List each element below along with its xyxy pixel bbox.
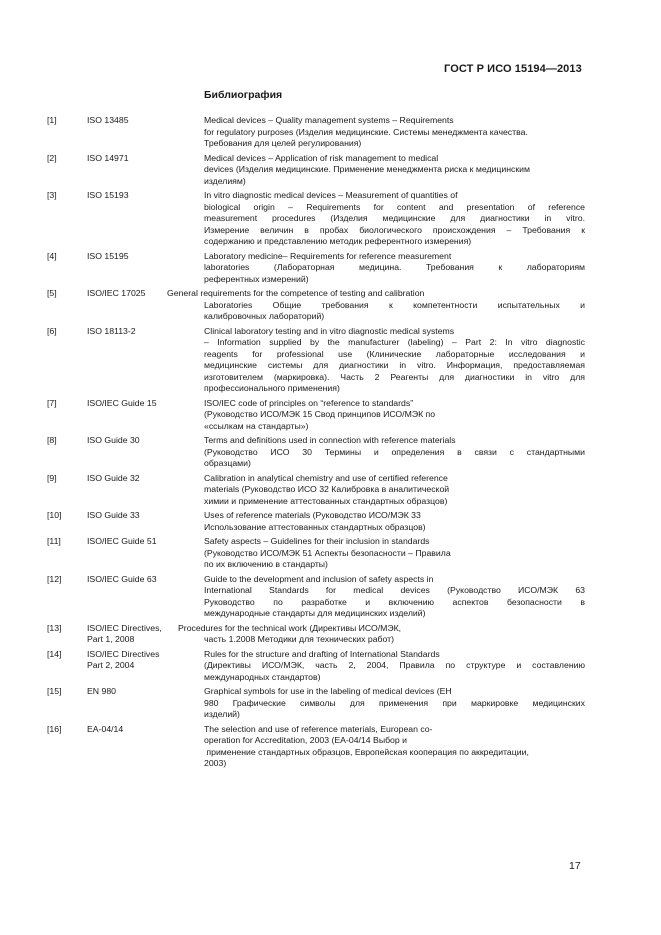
entry-number: [7] [47, 397, 57, 408]
entry-line: Clinical laboratory testing and in vitro diagnostic medical systems [204, 325, 455, 336]
entry-code: ISO 15193 [87, 190, 129, 200]
entry-code: ISO Guide 32 [87, 472, 140, 483]
entry-line: профессионального применения) [204, 383, 340, 393]
bibliography-entry [47, 435, 585, 470]
bibliography-entry [47, 251, 585, 286]
entry-line: Rules for the structure and drafting of International Standards [204, 648, 440, 659]
entry-line: Safety aspects – Guidelines for their inclusion in standards [204, 536, 430, 546]
entry-number: [10] [47, 510, 62, 520]
entry-line: применение стандартных образцов, Европейская кооперация по аккредитации, [204, 746, 529, 757]
entry-line: химии и применение аттестованных стандартных образцов) [204, 495, 448, 506]
entry-line: изделиям) [204, 175, 246, 186]
entry-line: In vitro diagnostic medical devices – Measurement of quantities of [204, 190, 458, 200]
entry-line: содержанию и представлению методик референтного измерения) [204, 236, 472, 246]
entry-number: [5] [47, 288, 57, 298]
entry-line: General requirements for the competence of testing and calibration [167, 288, 425, 298]
entry-number: [15] [47, 686, 62, 696]
entry-line: (Руководство ИСО/МЭК 51 Аспекты безопасности – Правила [204, 547, 451, 558]
entry-number: [6] [47, 325, 57, 336]
entry-line: референтных измерений) [204, 273, 309, 284]
entry-code: ISO Guide 30 [87, 435, 140, 445]
entry-number: [13] [47, 622, 62, 633]
entry-line: международные стандарты для медицинских изделий) [204, 608, 426, 618]
entry-line: по их включению в стандарты) [204, 559, 328, 569]
entry-number: [4] [47, 250, 57, 261]
entry-line: Требования для целей регулирования) [204, 138, 362, 148]
entry-code: EA-04/14 [87, 723, 124, 734]
entry-line: laboratories (Лабораторная медицина. Требования к лабораториям [204, 262, 585, 272]
entry-line: biological origin – Requirements for content and presentation of reference [204, 201, 585, 212]
entry-line: Guide to the development and inclusion of safety aspects in [204, 573, 434, 584]
bibliography-entry [47, 473, 585, 508]
entry-code: EN 980 [87, 686, 116, 696]
bibliography-entry [47, 623, 585, 646]
entry-line: Graphical symbols for use in the labeling of medical devices (ЕН [204, 686, 452, 696]
entry-line: operation for Accreditation, 2003 (EA-04/14 Выбор и [204, 735, 407, 745]
entry-line: reagents for professional use (Клинические лабораторные исследования и [204, 348, 585, 359]
bibliography-entry [47, 190, 585, 248]
entry-line: Uses of reference materials (Руководство ИСО/МЭК 33 [204, 510, 421, 520]
bibliography-entry [47, 326, 585, 395]
entry-line: materials (Руководство ИСО 32 Калибровка в аналитической [204, 484, 450, 494]
entry-line: Terms and definitions used in connection with reference materials [204, 435, 456, 445]
entry-line: «ссылкам на стандарты») [204, 420, 309, 431]
entry-line: Laboratory medicine– Requirements for reference measurement [204, 250, 452, 261]
entry-number: [14] [47, 648, 62, 659]
entry-line: изготовителем (маркировка). Часть 2 Реагенты для диагностики in vitro для [204, 371, 585, 382]
bibliography-entry [47, 536, 585, 571]
bibliography-list [47, 115, 585, 773]
entry-code: ISO/IEC 17025 [87, 288, 146, 298]
entry-line: devices (Изделия медицинские. Применение менеджмента риска к медицинским [204, 164, 530, 174]
page-number: 17 [569, 860, 581, 872]
entry-code-part: Part 1, 2008 [87, 634, 135, 644]
entry-line: 980 Графические символы для применения при маркировке медицинских [204, 697, 585, 708]
bibliography-entry [47, 288, 585, 323]
entry-line: Calibration in analytical chemistry and use of certified reference [204, 472, 448, 483]
entry-line: – Information supplied by the manufacturer (labeling) – Part 2: In vitro diagnostic [204, 337, 585, 347]
entry-line: ISO/IEC code of principles on “reference to standards” [204, 397, 414, 408]
entry-code: ISO/IEC Guide 51 [87, 536, 157, 546]
entry-code: ISO/IEC Directives [87, 648, 160, 659]
entry-line: (Руководство ИСО/МЭК 15 Свод принципов ИСО/МЭК по [204, 409, 436, 419]
entry-code: ISO/IEC Directives, [87, 622, 162, 633]
entry-code: ISO 14971 [87, 152, 129, 163]
bibliography-entry [47, 574, 585, 620]
entry-code-part: Part 2, 2004 [87, 660, 135, 670]
entry-line: The selection and use of reference materials, European co- [204, 723, 433, 734]
entry-number: [9] [47, 472, 57, 483]
entry-line: изделий) [204, 709, 240, 719]
section-title: Библиография [204, 89, 283, 101]
entry-number: [3] [47, 190, 57, 200]
document-header: ГОСТ Р ИСО 15194—2013 [444, 63, 582, 75]
entry-line: образцами) [204, 458, 251, 468]
entry-line: международных стандартов) [204, 671, 321, 682]
entry-line: 2003) [204, 758, 227, 768]
entry-code: ISO/IEC Guide 15 [87, 397, 157, 408]
entry-code: ISO/IEC Guide 63 [87, 573, 157, 584]
entry-line: measurement procedures (Изделия медицинские для диагностики in vitro. [204, 213, 585, 223]
entry-number: [8] [47, 435, 57, 445]
bibliography-entry [47, 649, 585, 684]
bibliography-entry [47, 115, 585, 150]
entry-line: (Директивы ИСО/МЭК, часть 2, 2004, Правила по структуре и составлению [204, 660, 585, 670]
entry-number: [11] [47, 536, 61, 546]
entry-line: for regulatory purposes (Изделия медицинские. Системы менеджмента качества. [204, 126, 528, 137]
entry-number: [1] [47, 115, 57, 125]
bibliography-entry [47, 686, 585, 721]
entry-code: ISO 15195 [87, 250, 129, 261]
bibliography-entry [47, 724, 585, 770]
entry-line: Руководство по разработке и включению аспектов безопасности в [204, 596, 585, 607]
entry-line: часть 1.2008 Методики для технических работ) [204, 634, 395, 644]
bibliography-entry [47, 510, 585, 533]
entry-code: ISO 13485 [87, 115, 129, 125]
entry-number: [2] [47, 152, 57, 163]
entry-line: Измерение величин в пробах биологического происхождения – Требования к [204, 224, 585, 235]
entry-line: Laboratories Общие требования к компетентности испытательных и [204, 299, 585, 310]
entry-number: [12] [47, 573, 62, 584]
entry-line: Medical devices – Application of risk management to medical [204, 152, 439, 163]
entry-code: ISO Guide 33 [87, 510, 140, 520]
entry-code: ISO 18113-2 [87, 325, 136, 336]
bibliography-entry [47, 398, 585, 433]
bibliography-entry [47, 153, 585, 188]
entry-line: Procedures for the technical work (Директивы ИСО/МЭК, [178, 622, 402, 633]
entry-line: медицинские системы для диагностики in vitro. Информация, предоставляемая [204, 360, 585, 370]
entry-line: Medical devices – Quality management systems – Requirements [204, 115, 454, 125]
entry-line: Использование аттестованных стандартных образцов) [204, 521, 426, 532]
entry-line: калибровочных лабораторий) [204, 311, 325, 321]
entry-line: (Руководство ИСО 30 Термины и определения в связи с стандартными [204, 446, 585, 457]
entry-line: International Standards for medical devices (Руководство ИСО/МЭК 63 [204, 585, 585, 595]
entry-number: [16] [47, 723, 62, 734]
